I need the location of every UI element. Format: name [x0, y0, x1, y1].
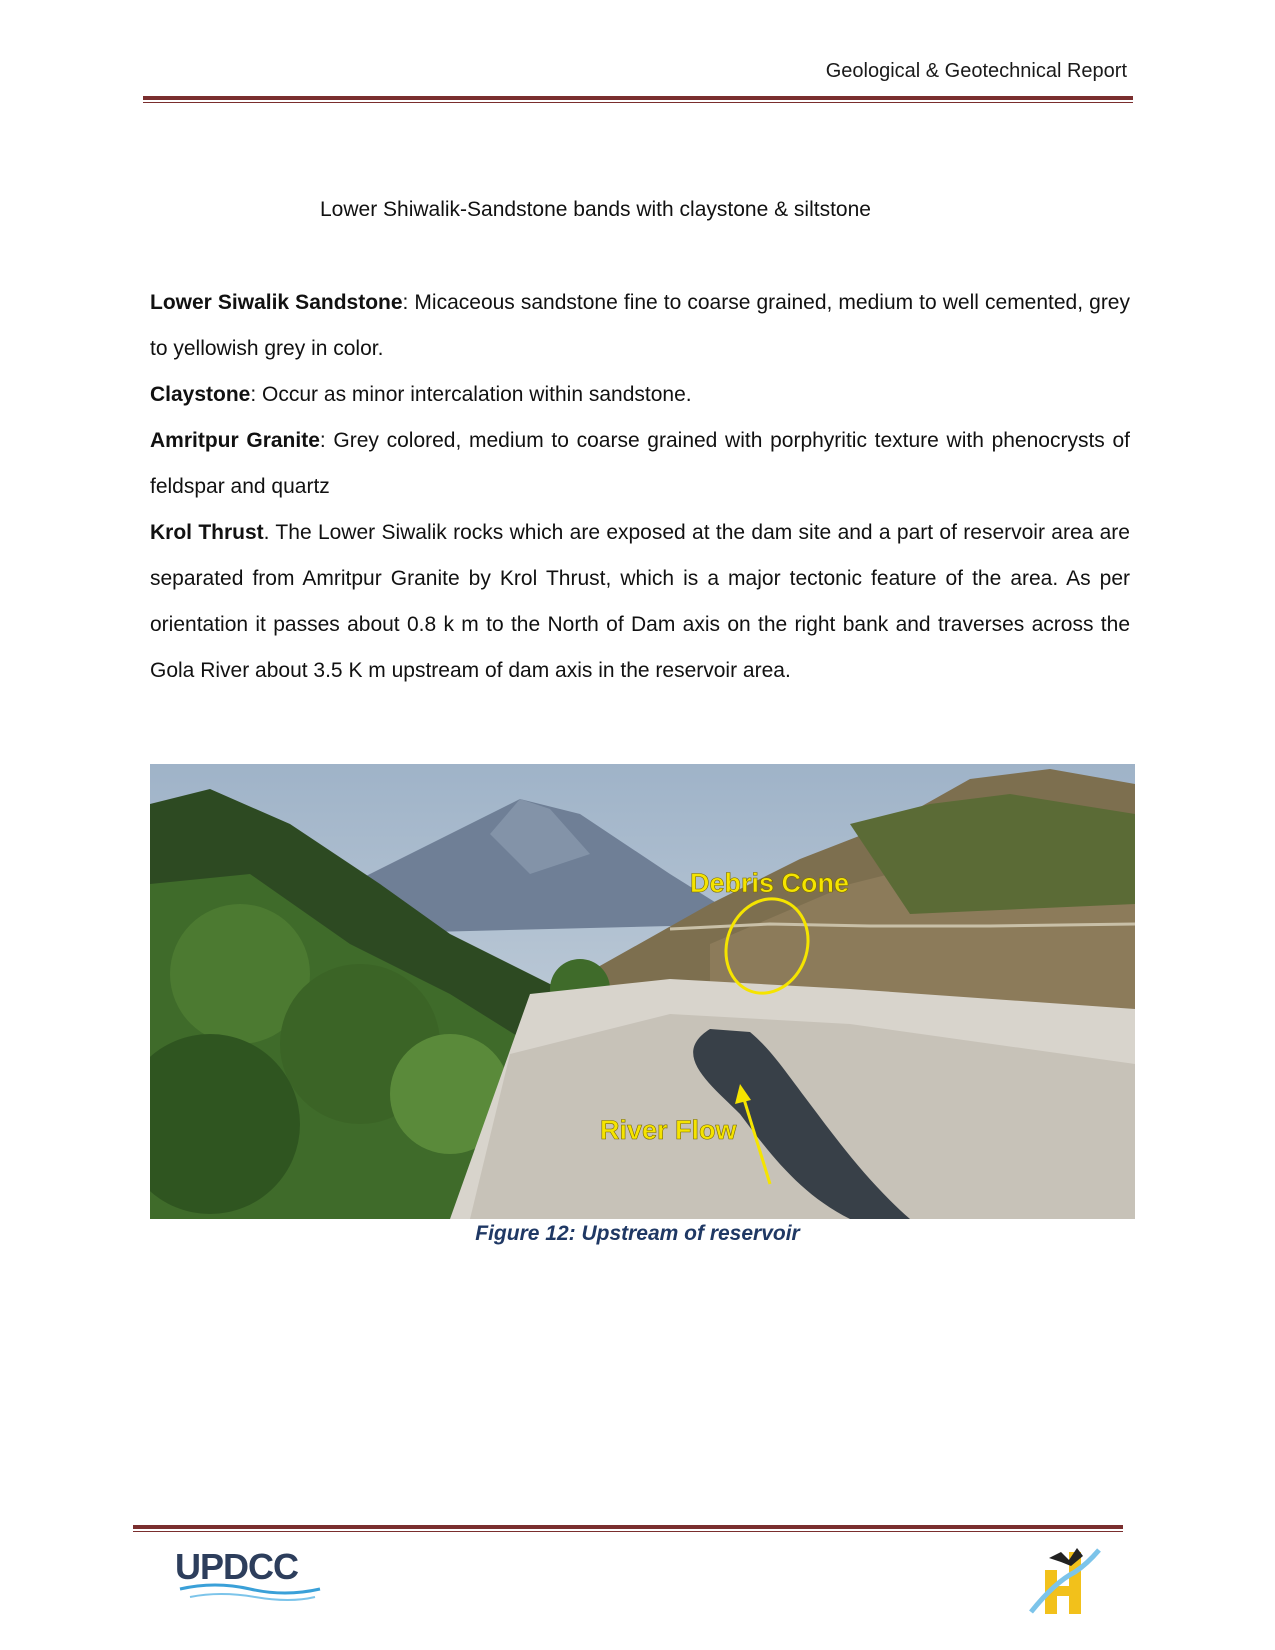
term-description: : Micaceous sandstone fine to coarse grained, medium to well cemented, grey to yellowish grey in color.: [150, 291, 1130, 360]
term-description: . The Lower Siwalik rocks which are exposed at the dam site and a part of reservoir area are separated from Amritpur Granite by Krol Thrust, which is a major tectonic feature of the area. As per orientation it passes about 0.8 k m to the North of Dam axis on the right bank and traverses across the Gola River about 3.5 K m upstream of dam axis in the reservoir area.: [150, 521, 1130, 682]
body-text: [150, 280, 1130, 694]
term-label: Amritpur Granite: [150, 429, 320, 452]
term-label: Lower Siwalik Sandstone: [150, 291, 403, 314]
updcc-logo-text: UPDCC: [175, 1546, 299, 1587]
paragraph-claystone: [150, 372, 1130, 418]
river-flow-label: River Flow: [600, 1115, 737, 1145]
term-label: Claystone: [150, 383, 251, 406]
paragraph-krol-thrust: [150, 510, 1130, 694]
term-label: Krol Thrust: [150, 521, 264, 544]
paragraph-lower-siwalik: [150, 280, 1130, 372]
paragraph-amritpur-granite: [150, 418, 1130, 510]
figure-caption: Figure 12: Upstream of reservoir: [475, 1222, 800, 1245]
debris-cone-label: Debris Cone: [690, 868, 850, 898]
report-title: Geological & Geotechnical Report: [825, 60, 1127, 82]
river-photo: [150, 764, 1135, 1219]
term-description: : Grey colored, medium to coarse grained with porphyritic texture with phenocrysts of feldspar and quartz: [150, 429, 1130, 498]
footer-divider: [133, 1525, 1123, 1532]
header-divider: [143, 96, 1133, 103]
updcc-logo: [175, 1545, 325, 1610]
emblem-logo: [1025, 1542, 1105, 1623]
term-description: : Occur as minor intercalation within sandstone.: [250, 383, 692, 406]
section-subtitle: Lower Shiwalik-Sandstone bands with claystone & siltstone: [320, 198, 871, 221]
